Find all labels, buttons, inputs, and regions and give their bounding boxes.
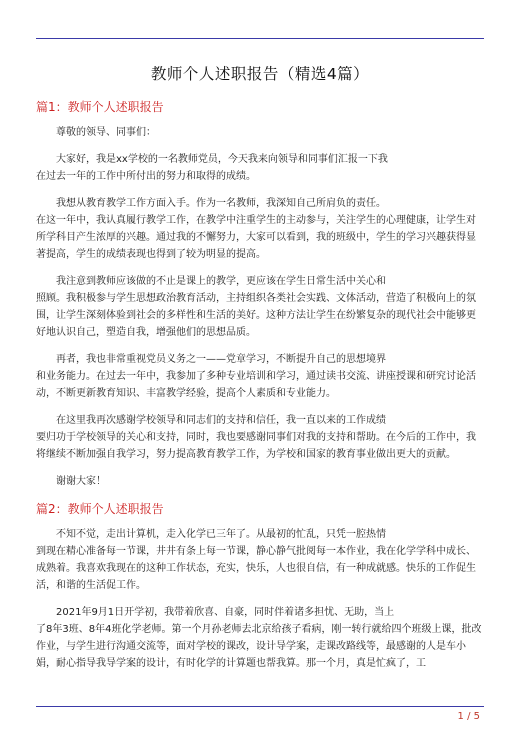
header-rule [36, 38, 484, 39]
paragraph-line: 我想从教育教学工作方面入手。作为一名教师，我深知自己所肩负的责任。 [56, 198, 386, 209]
footer-rule [36, 706, 484, 707]
paragraph-line: 和业务能力。在过去一年中，我参加了多种专业培训和学习，通过读书交流、讲座授课和研究讨论活动，不断更新教育知识、丰富教学经验，提高个人素质和专业能力。 [36, 371, 476, 399]
paragraph-line: 不知不觉，走出计算机，走入化学已三年了。从最初的忙乱，只凭一腔热情 [56, 529, 386, 540]
section-2-heading: 篇2：教师个人述职报告 [36, 502, 164, 516]
page-indicator: 1 / 5 [457, 711, 480, 722]
paragraph [36, 604, 484, 672]
paragraph [36, 273, 484, 341]
paragraph-line: 了8年3班、8年4班化学老师。第一个月孙老师去北京给孩子看病，刚一转行就给四个班级上课，批改作业，与学生进行沟通交流等，面对学校的课改，设计导学案，走课改路线等，最感谢的人是车小娟，耐心指导我导学案的设计，有时化学的计算题也帮我算。那一个月，真是忙疯了，工 [36, 624, 482, 669]
paragraph-line: 照顾。我积极参与学生思想政治教育活动，主持组织各类社会实践、文体活动，营造了积极向上的氛围，让学生深刻体验到社会的多样性和生活的美好。这种方法让学生在纷繁复杂的现代社会中能够更好地认识自己，塑造自我，增强他们的思想品质。 [36, 293, 476, 338]
paragraph [36, 151, 484, 185]
section-1-heading: 篇1：教师个人述职报告 [36, 100, 164, 114]
paragraph-line: 我注意到教师应该做的不止是课上的教学，更应该在学生日常生活中关心和 [56, 276, 386, 287]
paragraph [36, 412, 484, 463]
paragraph-line: 2021年9月1日开学初，我带着欣喜、自豪，同时伴着诸多担忧、无助，当上 [56, 607, 395, 618]
greeting: 尊敬的领导、同事们： [56, 127, 156, 138]
document-title: 教师个人述职报告（精选4篇） [150, 65, 370, 83]
paragraph-line: 再者，我也非常重视党员义务之一——党章学习，不断提升自己的思想境界 [56, 354, 386, 365]
paragraph-line: 在这一年中，我认真履行教学工作，在教学中注重学生的主动参与，关注学生的心理健康，让学生对所学科目产生浓厚的兴趣。通过我的不懈努力，大家可以看到，我的班级中，学生的学习兴趣获得显著提高，学生的成绩表现也得到了较为明显的提高。 [36, 215, 476, 260]
document-body [36, 62, 484, 682]
paragraph-line: 大家好，我是xx学校的一名教师党员，今天我来向领导和同事们汇报一下我 [56, 154, 388, 165]
paragraph-line: 在过去一年的工作中所付出的努力和取得的成绩。 [36, 171, 256, 182]
paragraph-line: 到现在精心准备每一节课，井井有条上每一节课，静心静气批阅每一本作业，我在化学学科中成长、成熟着。我喜欢我现在的这种工作状态，充实，快乐，人也很自信，有一种成就感。快乐的工作促生活，和谐的生活促工作。 [36, 546, 476, 591]
paragraph [36, 526, 484, 594]
paragraph-line: 要归功于学校领导的关心和支持，同时，我也要感谢同事们对我的支持和帮助。在今后的工作中，我将继续不断加强自我学习，努力提高教育教学工作，为学校和国家的教育事业做出更大的贡献。 [36, 432, 476, 460]
paragraph [36, 195, 484, 263]
paragraph-line: 在这里我再次感谢学校领导和同志们的支持和信任，我一直以来的工作成绩 [56, 415, 386, 426]
closing: 谢谢大家！ [56, 476, 106, 487]
paragraph [36, 351, 484, 402]
